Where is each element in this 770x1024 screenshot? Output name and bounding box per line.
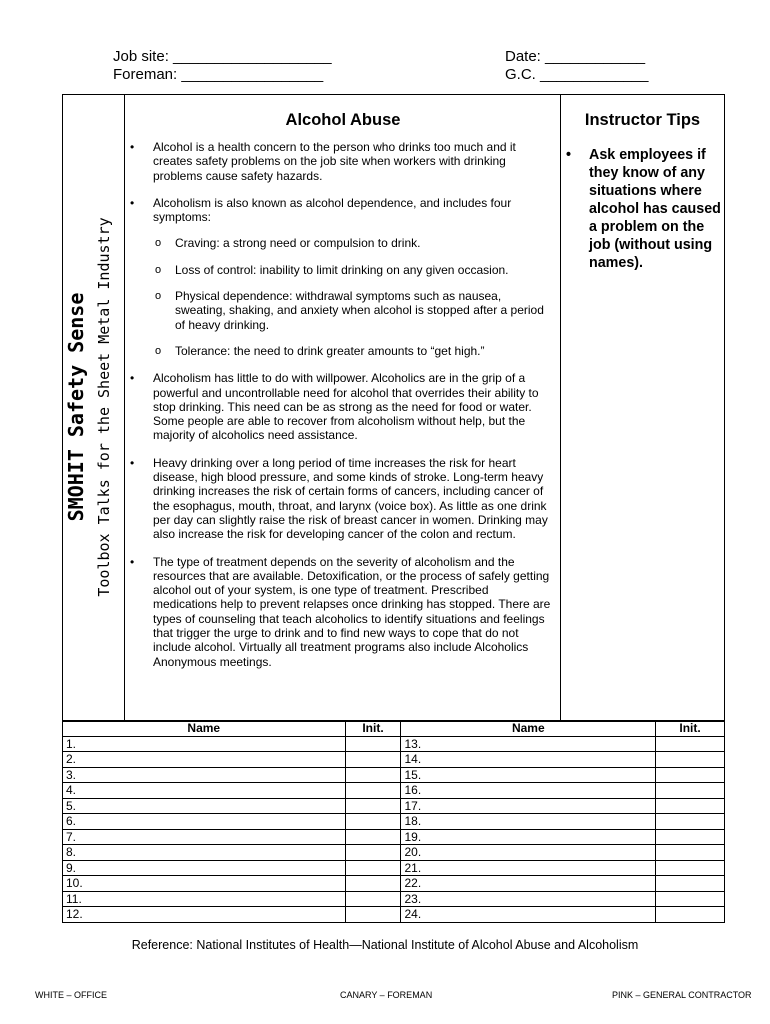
sidebar	[62, 94, 125, 720]
brand-title: SMOHIT Safety Sense	[64, 292, 88, 522]
signin-header-row	[63, 721, 725, 737]
init-cell[interactable]	[345, 829, 401, 845]
init-cell[interactable]	[345, 814, 401, 830]
tips-list	[566, 146, 722, 272]
name-cell[interactable]: 18.	[401, 814, 656, 830]
brand-subtitle: Toolbox Talks for the Sheet Metal Industry	[95, 217, 113, 597]
main-bullet-list	[126, 140, 554, 682]
name-cell[interactable]: 12.	[63, 907, 346, 923]
init-cell[interactable]	[656, 752, 725, 768]
signin-body	[63, 736, 725, 922]
job-site-field[interactable]: Job site: ___________________	[113, 48, 332, 65]
signin-row	[63, 736, 725, 752]
name-header: Name	[63, 721, 346, 737]
name-cell[interactable]: 21.	[401, 860, 656, 876]
init-cell[interactable]	[345, 783, 401, 799]
symptom-item: o Physical dependence: withdrawal symptoms such as nausea, sweating, shaking, and anxiety when alcohol is stopped after a period of heavy drinking.	[153, 289, 554, 332]
name-cell[interactable]: 5.	[63, 798, 346, 814]
init-cell[interactable]	[656, 829, 725, 845]
name-cell[interactable]: 6.	[63, 814, 346, 830]
name-cell[interactable]: 13.	[401, 736, 656, 752]
name-cell[interactable]: 16.	[401, 783, 656, 799]
name-cell[interactable]: 22.	[401, 876, 656, 892]
init-cell[interactable]	[345, 845, 401, 861]
init-header: Init.	[656, 721, 725, 737]
tips-title: Instructor Tips	[584, 111, 701, 129]
init-cell[interactable]	[345, 736, 401, 752]
page-title: Alcohol Abuse	[285, 111, 401, 129]
name-cell[interactable]: 15.	[401, 767, 656, 783]
name-cell[interactable]: 1.	[63, 736, 346, 752]
init-cell[interactable]	[345, 876, 401, 892]
bullet-item: • Heavy drinking over a long period of time increases the risk for heart disease, high blood pressure, and some kinds of stroke. Long-term heavy drinking increases the risk of certain forms of cancers, including cancer of the esophagus, mouth, throat, and larynx (voice box). As little as one drink per day can slightly raise the risk of breast cancer in women. Drinking may also increase the risk for developing cancer of the colon and rectum.	[126, 456, 554, 542]
signin-row	[63, 907, 725, 923]
name-cell[interactable]: 7.	[63, 829, 346, 845]
init-cell[interactable]	[656, 907, 725, 923]
name-cell[interactable]: 14.	[401, 752, 656, 768]
init-cell[interactable]	[656, 860, 725, 876]
footer-pink: PINK – GENERAL CONTRACTOR	[612, 990, 752, 1000]
signin-row	[63, 798, 725, 814]
symptom-list	[153, 236, 554, 358]
init-header: Init.	[345, 721, 401, 737]
foreman-field[interactable]: Foreman: _________________	[113, 66, 324, 83]
signin-row	[63, 876, 725, 892]
init-cell[interactable]	[656, 845, 725, 861]
name-cell[interactable]: 3.	[63, 767, 346, 783]
init-cell[interactable]	[345, 767, 401, 783]
symptom-item: o Tolerance: the need to drink greater amounts to “get high.”	[153, 344, 554, 358]
init-cell[interactable]	[656, 783, 725, 799]
name-cell[interactable]: 17.	[401, 798, 656, 814]
symptom-item: o Craving: a strong need or compulsion to drink.	[153, 236, 554, 250]
init-cell[interactable]	[345, 907, 401, 923]
signin-row	[63, 767, 725, 783]
init-cell[interactable]	[345, 860, 401, 876]
init-cell[interactable]	[345, 752, 401, 768]
name-cell[interactable]: 2.	[63, 752, 346, 768]
name-cell[interactable]: 23.	[401, 891, 656, 907]
signin-row	[63, 891, 725, 907]
signin-row	[63, 814, 725, 830]
init-cell[interactable]	[656, 876, 725, 892]
name-header: Name	[401, 721, 656, 737]
reference-line: Reference: National Institutes of Health—National Institute of Alcohol Abuse and Alcoholism	[131, 938, 639, 952]
name-cell[interactable]: 9.	[63, 860, 346, 876]
init-cell[interactable]	[656, 798, 725, 814]
bullet-item: • Alcohol is a health concern to the person who drinks too much and it creates safety problems on the job site when workers with drinking problems cause safety hazards.	[126, 140, 554, 183]
init-cell[interactable]	[345, 798, 401, 814]
signin-row	[63, 845, 725, 861]
name-cell[interactable]: 19.	[401, 829, 656, 845]
signin-row	[63, 829, 725, 845]
signin-row	[63, 860, 725, 876]
bullet-text: Alcoholism is also known as alcohol dependence, and includes four symptoms:	[153, 195, 512, 225]
tip-item: • Ask employees if they know of any situations where alcohol has caused a problem on the job (without using names).	[566, 146, 722, 272]
date-field[interactable]: Date: ____________	[505, 48, 646, 65]
init-cell[interactable]	[345, 891, 401, 907]
name-cell[interactable]: 8.	[63, 845, 346, 861]
init-cell[interactable]	[656, 767, 725, 783]
bullet-item: • Alcoholism has little to do with willpower. Alcoholics are in the grip of a powerful and uncontrollable need for alcohol that overrides their ability to stop drinking. This need can be as strong as the need for food or water. Some people are able to recover from alcoholism without help, but the majority of alcoholics need assistance.	[126, 371, 554, 442]
init-cell[interactable]	[656, 891, 725, 907]
init-cell[interactable]	[656, 736, 725, 752]
symptom-item: o Loss of control: inability to limit drinking on any given occasion.	[153, 263, 554, 277]
footer-white: WHITE – OFFICE	[35, 990, 107, 1000]
sidebar-text	[63, 97, 123, 717]
bullet-item-symptoms	[126, 196, 554, 358]
signin-row	[63, 752, 725, 768]
name-cell[interactable]: 11.	[63, 891, 346, 907]
signin-table	[62, 720, 725, 923]
gc-field[interactable]: G.C. _____________	[505, 66, 649, 83]
name-cell[interactable]: 24.	[401, 907, 656, 923]
bullet-item: • The type of treatment depends on the severity of alcoholism and the resources that are available. Detoxification, or the process of safely getting alcohol out of your system, is one type of treatment. Prescribed medications help to prevent relapses once drinking has stopped. There are types of counseling that teach alcoholics to identify situations and feelings that trigger the urge to drink and to find new ways to cope that do not include alcohol. Virtually all treatment programs also include Alcoholics Anonymous meetings.	[126, 555, 554, 669]
signin-row	[63, 783, 725, 799]
init-cell[interactable]	[656, 814, 725, 830]
name-cell[interactable]: 20.	[401, 845, 656, 861]
name-cell[interactable]: 4.	[63, 783, 346, 799]
footer-canary: CANARY – FOREMAN	[340, 990, 433, 1000]
name-cell[interactable]: 10.	[63, 876, 346, 892]
